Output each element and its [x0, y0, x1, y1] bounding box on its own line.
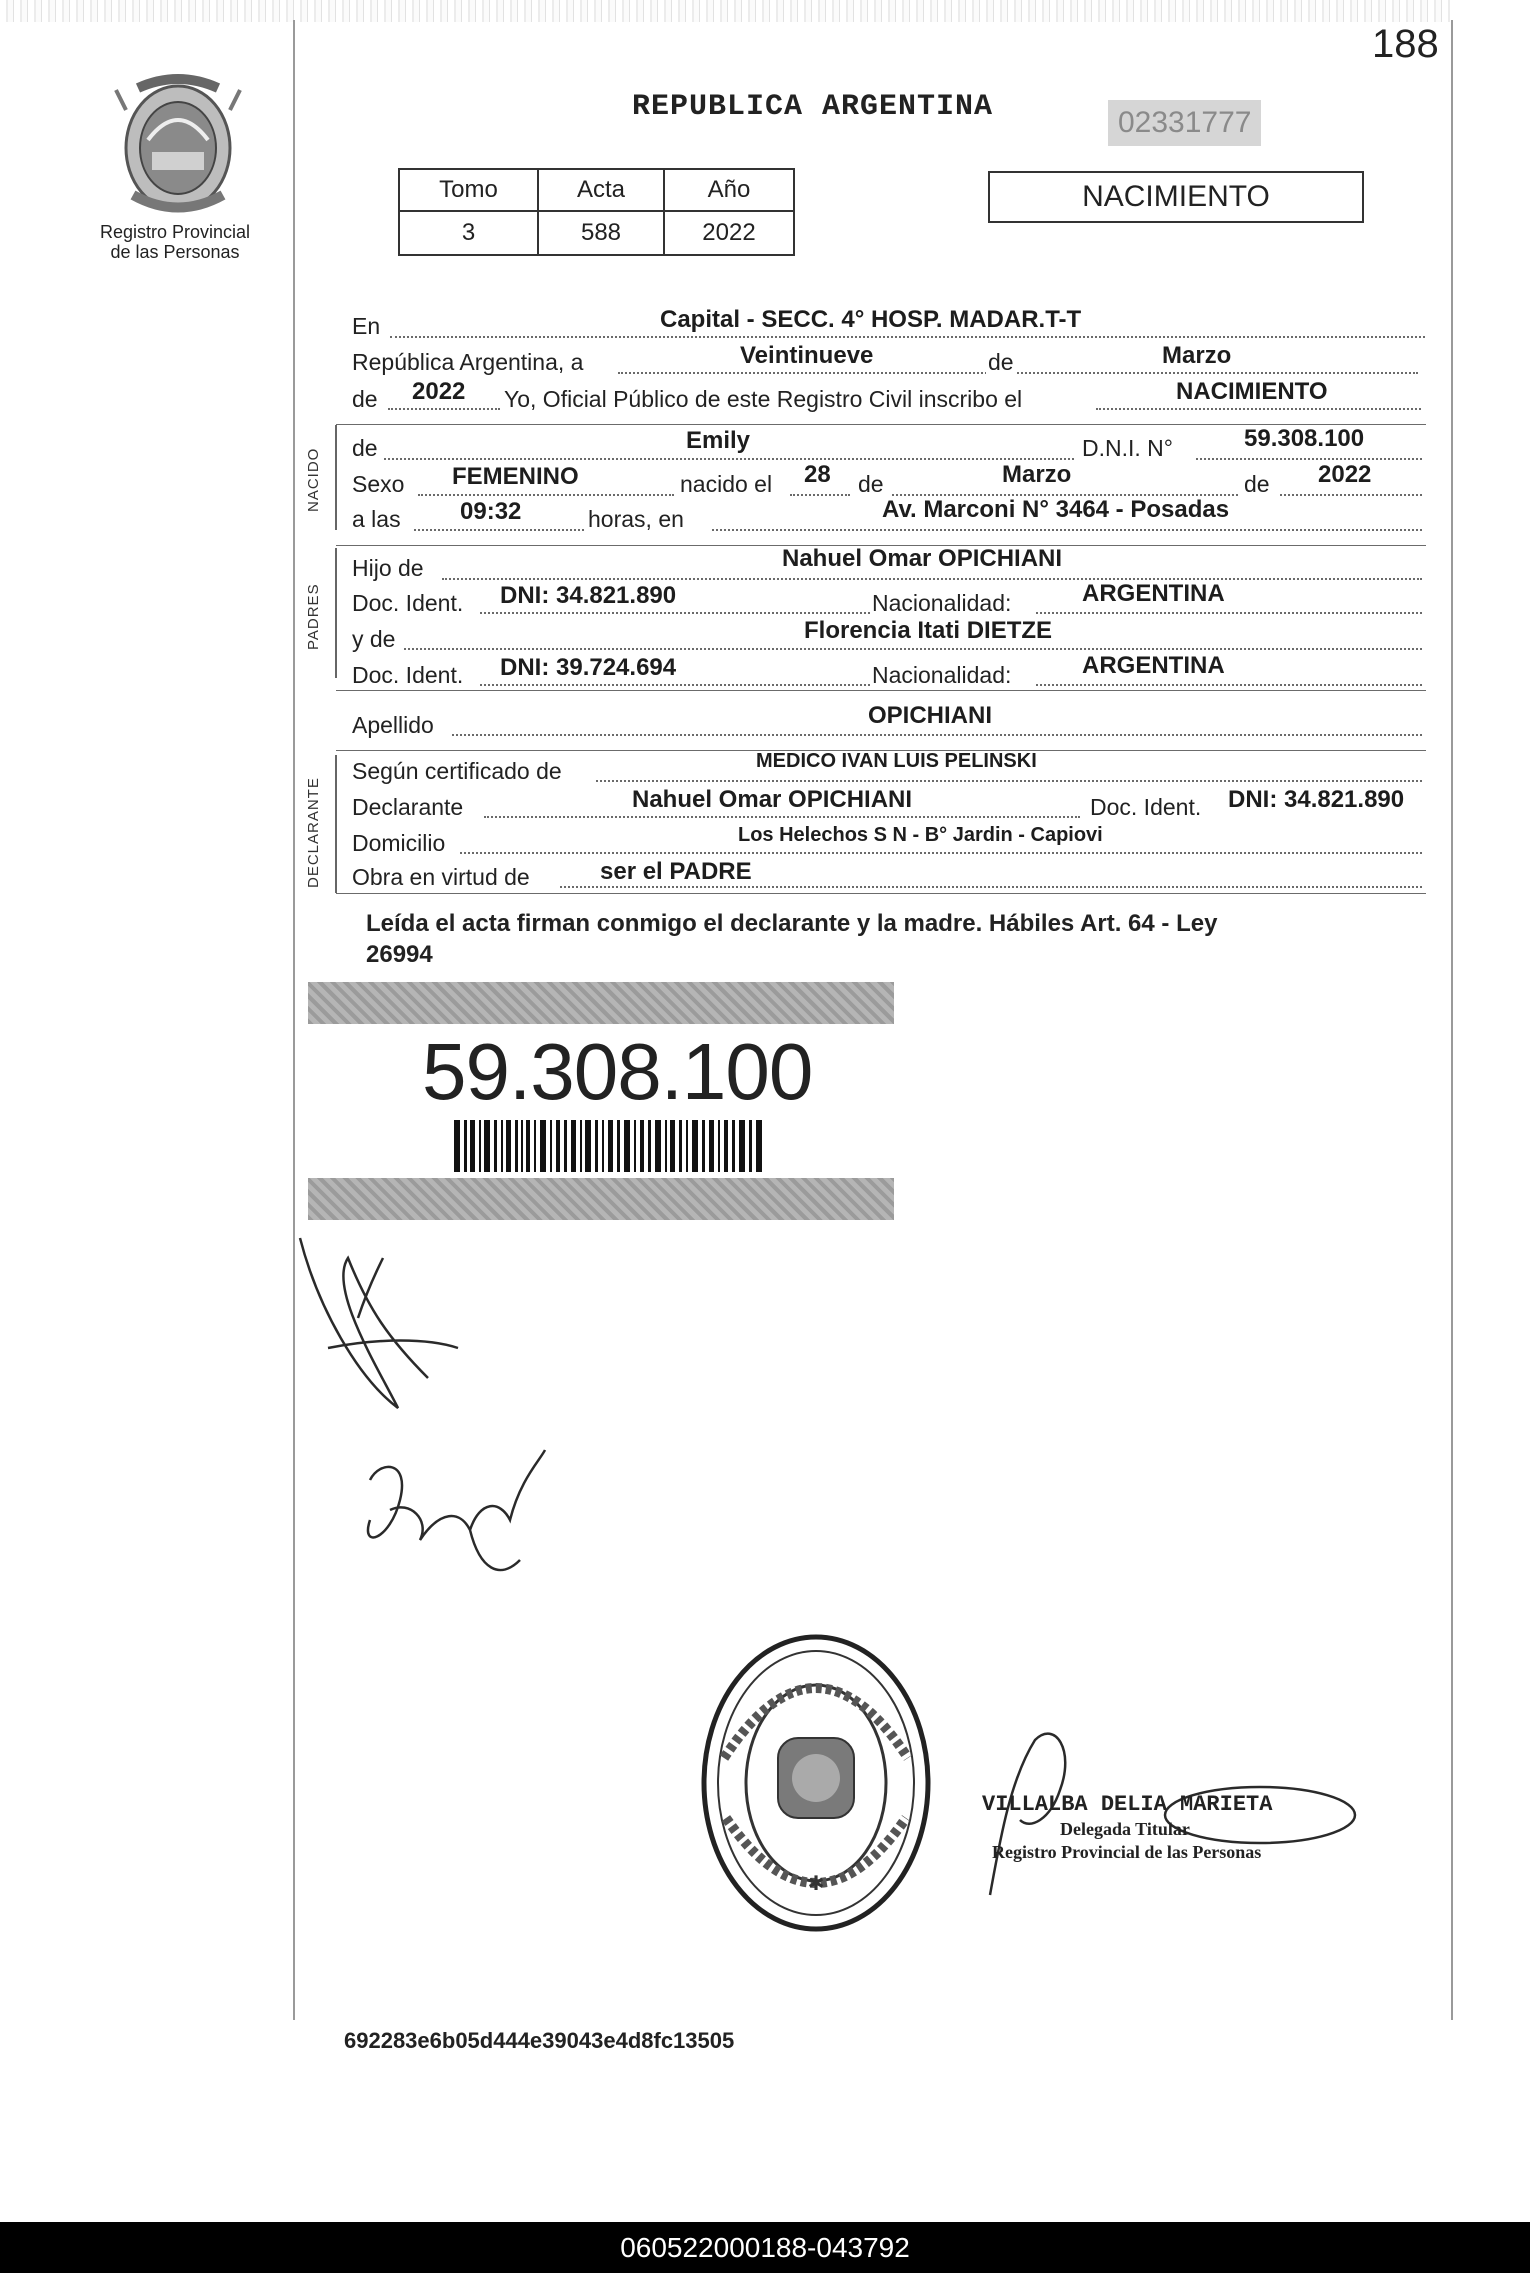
surname: OPICHIANI	[868, 702, 993, 729]
dotted-line	[1280, 494, 1422, 496]
mother-doc: DNI: 39.724.694	[500, 654, 677, 681]
serial-number: 02331777	[1108, 100, 1261, 146]
section-line	[335, 548, 337, 678]
section-line	[335, 425, 337, 530]
dotted-line	[452, 734, 1422, 736]
label-nacido-el: nacido el	[680, 471, 773, 497]
declarant-role: ser el PADRE	[600, 858, 752, 885]
dotted-line	[480, 684, 870, 686]
label-republica: República Argentina, a	[352, 349, 584, 375]
birth-place: Capital - SECC. 4° HOSP. MADAR.T-T	[660, 306, 1082, 333]
dotted-line	[442, 578, 1422, 580]
dotted-line	[596, 780, 1422, 782]
table-header-acta: Acta	[538, 169, 664, 211]
table-value-tomo: 3	[399, 211, 538, 255]
footer-bar	[0, 2222, 1530, 2273]
table-header-tomo: Tomo	[399, 169, 538, 211]
label-en: En	[352, 313, 381, 339]
left-margin-line	[293, 20, 295, 2020]
mother-name: Florencia Itati DIETZE	[804, 617, 1053, 644]
dni-label-top-band	[308, 982, 894, 1024]
record-type-box: NACIMIENTO	[988, 171, 1364, 223]
signature-declarant	[288, 1228, 488, 1428]
dni-number: 59.308.100	[422, 1027, 813, 1116]
dotted-line	[480, 612, 870, 614]
dotted-line	[712, 529, 1422, 531]
label-de-c: de	[1244, 471, 1270, 497]
dotted-line	[790, 494, 850, 496]
officer-institution: Registro Provincial de las Personas	[992, 1842, 1262, 1862]
label-y-de: y de	[352, 626, 396, 652]
label-nacionalidad-father: Nacionalidad:	[872, 590, 1012, 616]
record-day: Veintinueve	[740, 342, 874, 369]
declarant-name: Nahuel Omar OPICHIANI	[632, 786, 913, 813]
label-de-nombre: de	[352, 435, 378, 461]
section-declarante: DECLARANTE	[305, 777, 322, 888]
officer-name: VILLALBA DELIA MARIETA	[982, 1792, 1273, 1817]
label-doc-ident-declarante: Doc. Ident.	[1090, 794, 1202, 820]
label-declarante: Declarante	[352, 794, 464, 820]
institution-name: Registro Provincial de las Personas	[99, 222, 251, 262]
table-value-acta: 588	[538, 211, 664, 255]
label-segun-cert: Según certificado de	[352, 758, 562, 784]
dotted-line	[484, 816, 1080, 818]
birth-day: 28	[804, 461, 831, 488]
dotted-line	[418, 494, 674, 496]
father-nationality: ARGENTINA	[1082, 580, 1225, 607]
child-dni: 59.308.100	[1244, 425, 1365, 452]
dotted-line	[1196, 458, 1422, 460]
svg-text:✱: ✱	[807, 1871, 825, 1895]
label-horas: horas, en	[588, 506, 684, 532]
birth-year: 2022	[1318, 461, 1372, 488]
table-header-anio: Año	[664, 169, 794, 211]
section-padres: PADRES	[305, 583, 322, 650]
barcode-icon	[454, 1120, 764, 1172]
dni-label-bottom-band	[308, 1178, 894, 1220]
section-rule	[336, 893, 1426, 894]
child-sex: FEMENINO	[452, 463, 579, 490]
label-hijo-de: Hijo de	[352, 555, 424, 581]
document-hash: 692283e6b05d444e39043e4d8fc13505	[344, 2028, 735, 2053]
dotted-line	[460, 852, 1422, 854]
record-act-type: NACIMIENTO	[1176, 378, 1328, 405]
father-doc: DNI: 34.821.890	[500, 582, 677, 609]
dotted-line	[404, 648, 1422, 650]
right-margin-line	[1451, 20, 1453, 2020]
section-line	[335, 755, 337, 893]
dotted-line	[1036, 684, 1422, 686]
officer-stamp	[982, 1792, 1362, 1863]
dotted-line	[1036, 612, 1422, 614]
declarant-address: Los Helechos S N - B° Jardin - Capiovi	[738, 824, 1103, 846]
label-dni: D.N.I. N°	[1082, 435, 1173, 461]
dotted-line	[414, 529, 584, 531]
section-nacido: NACIDO	[305, 447, 322, 512]
label-apellido: Apellido	[352, 712, 434, 738]
dotted-line	[1096, 408, 1421, 410]
province-emblem-icon	[108, 70, 248, 220]
label-de-year: de	[352, 386, 378, 412]
mother-nationality: ARGENTINA	[1082, 652, 1225, 679]
label-domicilio: Domicilio	[352, 830, 446, 856]
dotted-line	[618, 372, 1418, 374]
closing-statement: Leída el acta firman conmigo el declarante y la madre. Hábiles Art. 64 - Ley 26994	[366, 910, 1218, 968]
certificate-issuer: MEDICO IVAN LUIS PELINSKI	[756, 750, 1037, 772]
label-doc-ident-father: Doc. Ident.	[352, 590, 464, 616]
declarant-doc: DNI: 34.821.890	[1228, 786, 1405, 813]
label-de-month: de	[988, 349, 1014, 375]
dotted-line	[388, 408, 500, 410]
dotted-line	[560, 886, 1422, 888]
officer-title: Delegada Titular	[1060, 1819, 1190, 1839]
birth-time: 09:32	[460, 498, 522, 525]
label-de-b: de	[858, 471, 884, 497]
register-table	[398, 168, 795, 256]
dotted-line	[390, 336, 1425, 338]
official-seal-icon	[696, 1628, 936, 1938]
label-nacionalidad-mother: Nacionalidad:	[872, 662, 1012, 688]
dni-label	[308, 982, 894, 1220]
child-name: Emily	[686, 427, 751, 454]
label-doc-ident-mother: Doc. Ident.	[352, 662, 464, 688]
record-year: 2022	[412, 378, 466, 405]
signature-mother	[350, 1440, 570, 1590]
record-month: Marzo	[1162, 342, 1232, 369]
document-title: REPUBLICA ARGENTINA	[632, 90, 994, 124]
label-a-las: a las	[352, 506, 401, 532]
birth-month: Marzo	[1002, 461, 1072, 488]
table-value-anio: 2022	[664, 211, 794, 255]
scan-noise-top	[0, 0, 1450, 22]
label-obra: Obra en virtud de	[352, 864, 530, 890]
dotted-line	[384, 458, 1074, 460]
father-name: Nahuel Omar OPICHIANI	[782, 545, 1063, 572]
section-rule	[336, 690, 1426, 691]
footer-code: 060522000188-043792	[620, 2232, 910, 2263]
label-oficial: Yo, Oficial Público de este Registro Civil inscribo el	[504, 386, 1023, 412]
birth-address: Av. Marconi N° 3464 - Posadas	[882, 496, 1230, 523]
page-number: 188	[1372, 22, 1439, 66]
label-sexo: Sexo	[352, 471, 405, 497]
